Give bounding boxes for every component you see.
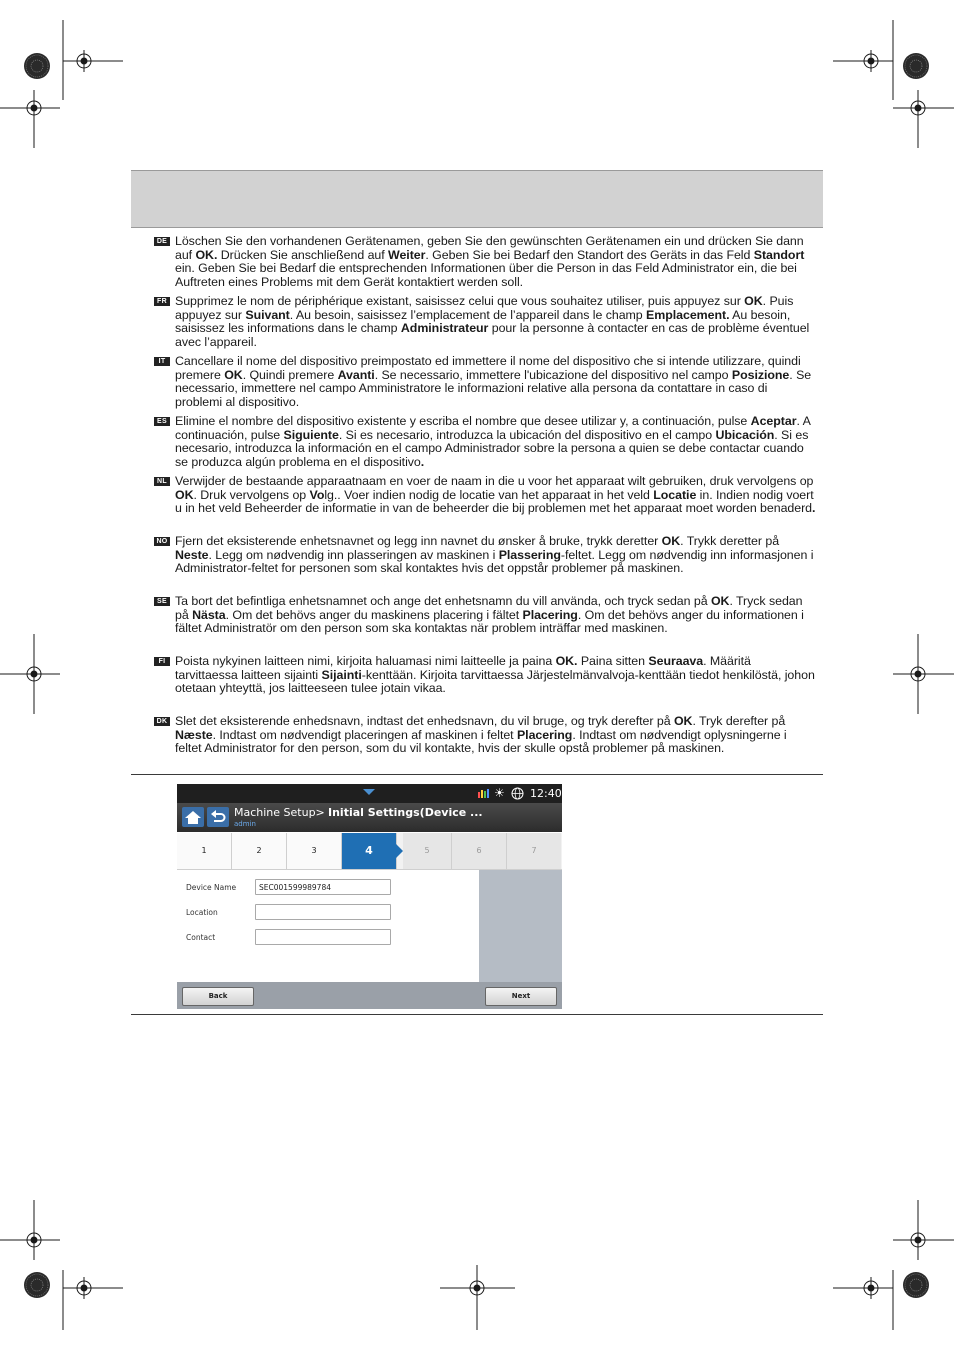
user-name: admin (234, 820, 256, 828)
device-name-label: Device Name (186, 883, 237, 892)
device-screen (177, 784, 562, 1009)
lang-badge-dk: DK (154, 717, 170, 726)
page-title: Initial Settings(Device ... (328, 806, 483, 819)
device-name-input[interactable]: SEC001599989784 (255, 879, 391, 895)
brightness-icon[interactable]: ☀ (494, 786, 505, 800)
instruction-text-es: Elimine el nombre del dispositivo existente y escriba el nombre que desee utilizar y, a continuación, pulse Aceptar. A continuación, pulse Siguiente. Si es necesario, introduzca la ubicación del dispositivo en el campo Ubicación. Si es necesario, introduzca la información en el campo Administrador sobre la persona a quien se debe contactar cuando se produzca algún problema en el dispositivo. (175, 414, 811, 469)
return-arrow-icon (207, 807, 229, 827)
lang-badge-de: DE (154, 237, 170, 246)
lang-badge-fr: FR (154, 297, 170, 306)
back-button[interactable]: Back (182, 987, 254, 1006)
instruction-text-dk: Slet det eksisterende enhedsnavn, indtast det enhedsnavn, du vil bruge, og tryk derefter på OK. Tryk derefter på Næste. Indtast om nødvendigt placeringen af maskinen i feltet Placering. Indtast om nødvendigt oplysningerne i feltet Administrator for den person, som du vil kontakte, hvis der skulle opstå problemer på maskinen. (175, 714, 787, 756)
home-icon (182, 807, 204, 827)
title-bar (177, 803, 562, 832)
step-5: 5 (403, 833, 452, 869)
instruction-dk (154, 715, 816, 756)
lang-badge-no: NO (154, 537, 170, 546)
step-2[interactable]: 2 (232, 833, 287, 869)
instruction-fi (154, 655, 816, 696)
location-label: Location (186, 908, 218, 917)
instruction-text-nl: Verwijder de bestaande apparaatnaam en voer de naam in die u voor het apparaat wilt gebruiken, druk vervolgens op OK. Druk vervolgens op Volg.. Voer indien nodig de locatie van het apparaat in het veld Locatie in. Indien nodig voert u in het veld Beheerder de informatie in van de beheerder die bij problemen met het apparaat moet worden benaderd. (175, 474, 816, 516)
home-button[interactable] (182, 807, 204, 827)
settings-form (177, 870, 479, 982)
status-bar (177, 784, 562, 803)
next-button[interactable]: Next (485, 987, 557, 1006)
step-indicator (177, 833, 562, 870)
report-icon[interactable] (477, 788, 491, 799)
step-6: 6 (452, 833, 507, 869)
instruction-it (154, 355, 816, 409)
instruction-nl (154, 475, 816, 516)
step-4-active[interactable]: 4 (342, 833, 397, 869)
instruction-text-fr: Supprimez le nom de périphérique existant, saisissez celui que vous souhaitez utiliser, puis appuyez sur OK. Puis appuyez sur Suivant. Au besoin, saisissez l’emplacement de l’appareil dans le champ Emplacement. Au besoin, saisissez les informations dans le champ Administrateur pour la personne à contacter en cas de problème éventuel avec l’appareil. (175, 294, 810, 349)
lang-badge-se: SE (154, 597, 170, 606)
globe-icon[interactable] (511, 787, 524, 800)
divider-bottom (131, 1014, 823, 1015)
instruction-fr (154, 295, 816, 349)
step-3[interactable]: 3 (287, 833, 342, 869)
instruction-es (154, 415, 816, 469)
back-nav-button[interactable] (207, 807, 229, 827)
title-prefix: Machine Setup> (234, 806, 325, 819)
footer-bar (177, 982, 562, 1009)
location-input[interactable] (255, 904, 391, 920)
pull-down-icon[interactable] (361, 787, 377, 797)
instruction-text-it: Cancellare il nome del dispositivo preimpostato ed immettere il nome del dispositivo che si intende utilizzare, quindi premere OK. Quindi premere Avanti. Se necessario, immettere l'ubicazione del dispositivo nel campo Posizione. Se necessario, immettere nel campo Amministratore le informazioni relative alla persona da contattare in caso di problemi al dispositivo. (175, 354, 812, 409)
instruction-text-fi: Poista nykyinen laitteen nimi, kirjoita haluamasi nimi laitteelle ja paina OK. Paina sitten Seuraava. Määritä tarvittaessa laitteen sijainti Sijainti-kenttään. Kirjoita tarvittaessa Järjestelmänvalvoja-kenttään tiedot henkilöstä, johon otetaan yhteyttä, jos laitteeseen tulee jotain vikaa. (175, 654, 815, 696)
lang-badge-nl: NL (154, 477, 170, 486)
lang-badge-it: IT (154, 357, 170, 366)
step-1[interactable]: 1 (177, 833, 232, 869)
section-header-bar (131, 170, 823, 228)
divider-top (131, 774, 823, 775)
instruction-text-se: Ta bort det befintliga enhetsnamnet och ange det enhetsnamn du vill använda, och tryck sedan på OK. Tryck sedan på Nästa. Om det behövs anger du maskinens placering i fältet Placering. Om det behövs anger du informationen i fältet Administratör om den person som ska kontaktas när problem inträffar med maskinen. (175, 594, 804, 636)
step-7: 7 (507, 833, 561, 869)
lang-badge-es: ES (154, 417, 170, 426)
instruction-text-de: Löschen Sie den vorhandenen Gerätenamen, geben Sie den gewünschten Gerätenamen ein und drücken Sie dann auf OK. Drücken Sie anschließend auf Weiter. Geben Sie bei Bedarf den Standort des Geräts in das Feld Standort ein. Geben Sie bei Bedarf die entsprechenden Informationen über die Person in das Feld Administrator ein, die bei Auftreten eines Problems mit dem Gerät kontaktiert werden soll. (175, 234, 805, 289)
clock: 12:40 (530, 787, 562, 800)
instruction-text-no: Fjern det eksisterende enhetsnavnet og legg inn navnet du ønsker å bruke, trykk deretter OK. Trykk deretter på Neste. Legg om nødvendig inn plasseringen av maskinen i Plassering-feltet. Legg om nødvendig inn informasjonen i Administrator-feltet for personen som skal kontaktes hvis det oppstår problemer på maskinen. (175, 534, 814, 576)
instruction-no (154, 535, 816, 576)
lang-badge-fi: FI (154, 657, 170, 666)
contact-input[interactable] (255, 929, 391, 945)
side-panel (479, 870, 562, 982)
instruction-se (154, 595, 816, 636)
contact-label: Contact (186, 933, 216, 942)
instruction-de (154, 235, 816, 289)
